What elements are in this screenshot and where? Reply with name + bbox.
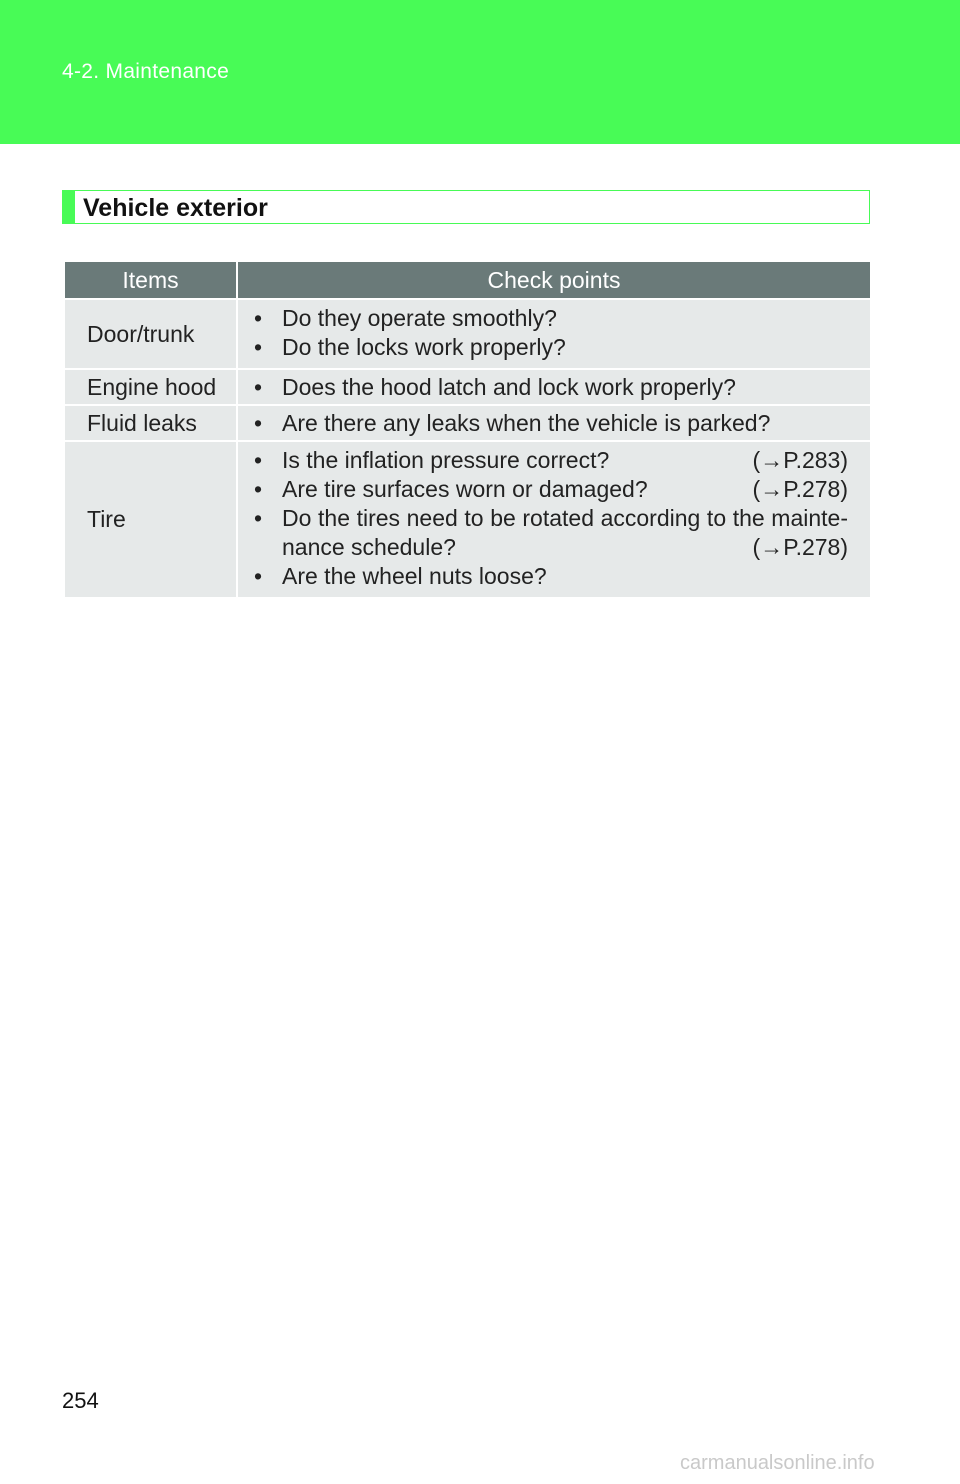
check-point-list [254,446,848,591]
points-cell [237,369,870,405]
points-cell [237,299,870,369]
table-row [65,405,870,441]
list-item: • Are the wheel nuts loose? [254,563,547,589]
page-reference: (→P.278) [752,476,848,502]
title-accent-bar [63,191,75,223]
item-cell: Tire [65,441,237,597]
points-cell [237,405,870,441]
page-number: 254 [62,1388,99,1413]
list-item: • Does the hood latch and lock work properly? [254,373,736,400]
list-item: • Do the locks work properly? [254,334,566,360]
section-title: Vehicle exterior [83,194,268,222]
table-row [65,299,870,369]
check-point-list [254,409,848,438]
table-header-row [65,262,870,299]
check-point-list [254,304,848,362]
column-header-check-points: Check points [237,262,870,299]
list-item: • Are tire surfaces worn or damaged? (→P.278) [254,476,848,502]
item-cell: Engine hood [65,369,237,405]
list-item: • Do they operate smoothly? [254,305,557,331]
item-cell: Door/trunk [65,299,237,369]
page-reference: (→P.278) [752,534,848,560]
check-point-list [254,373,848,402]
table-row [65,441,870,597]
section-title-box [62,190,870,224]
list-item: • Are there any leaks when the vehicle is parked? [254,409,771,436]
item-cell: Fluid leaks [65,405,237,441]
list-item: • Do the tires need to be rotated according to the mainte- nance schedule? (→P.278) [254,505,848,560]
list-item: • Is the inflation pressure correct? (→P.283) [254,447,848,473]
column-header-items: Items [65,262,237,299]
check-table [65,262,870,597]
table-row [65,369,870,405]
points-cell [237,441,870,597]
page-reference: (→P.283) [752,447,848,473]
watermark: carmanualsonline.info [680,1452,875,1474]
section-label: 4-2. Maintenance [62,60,230,83]
